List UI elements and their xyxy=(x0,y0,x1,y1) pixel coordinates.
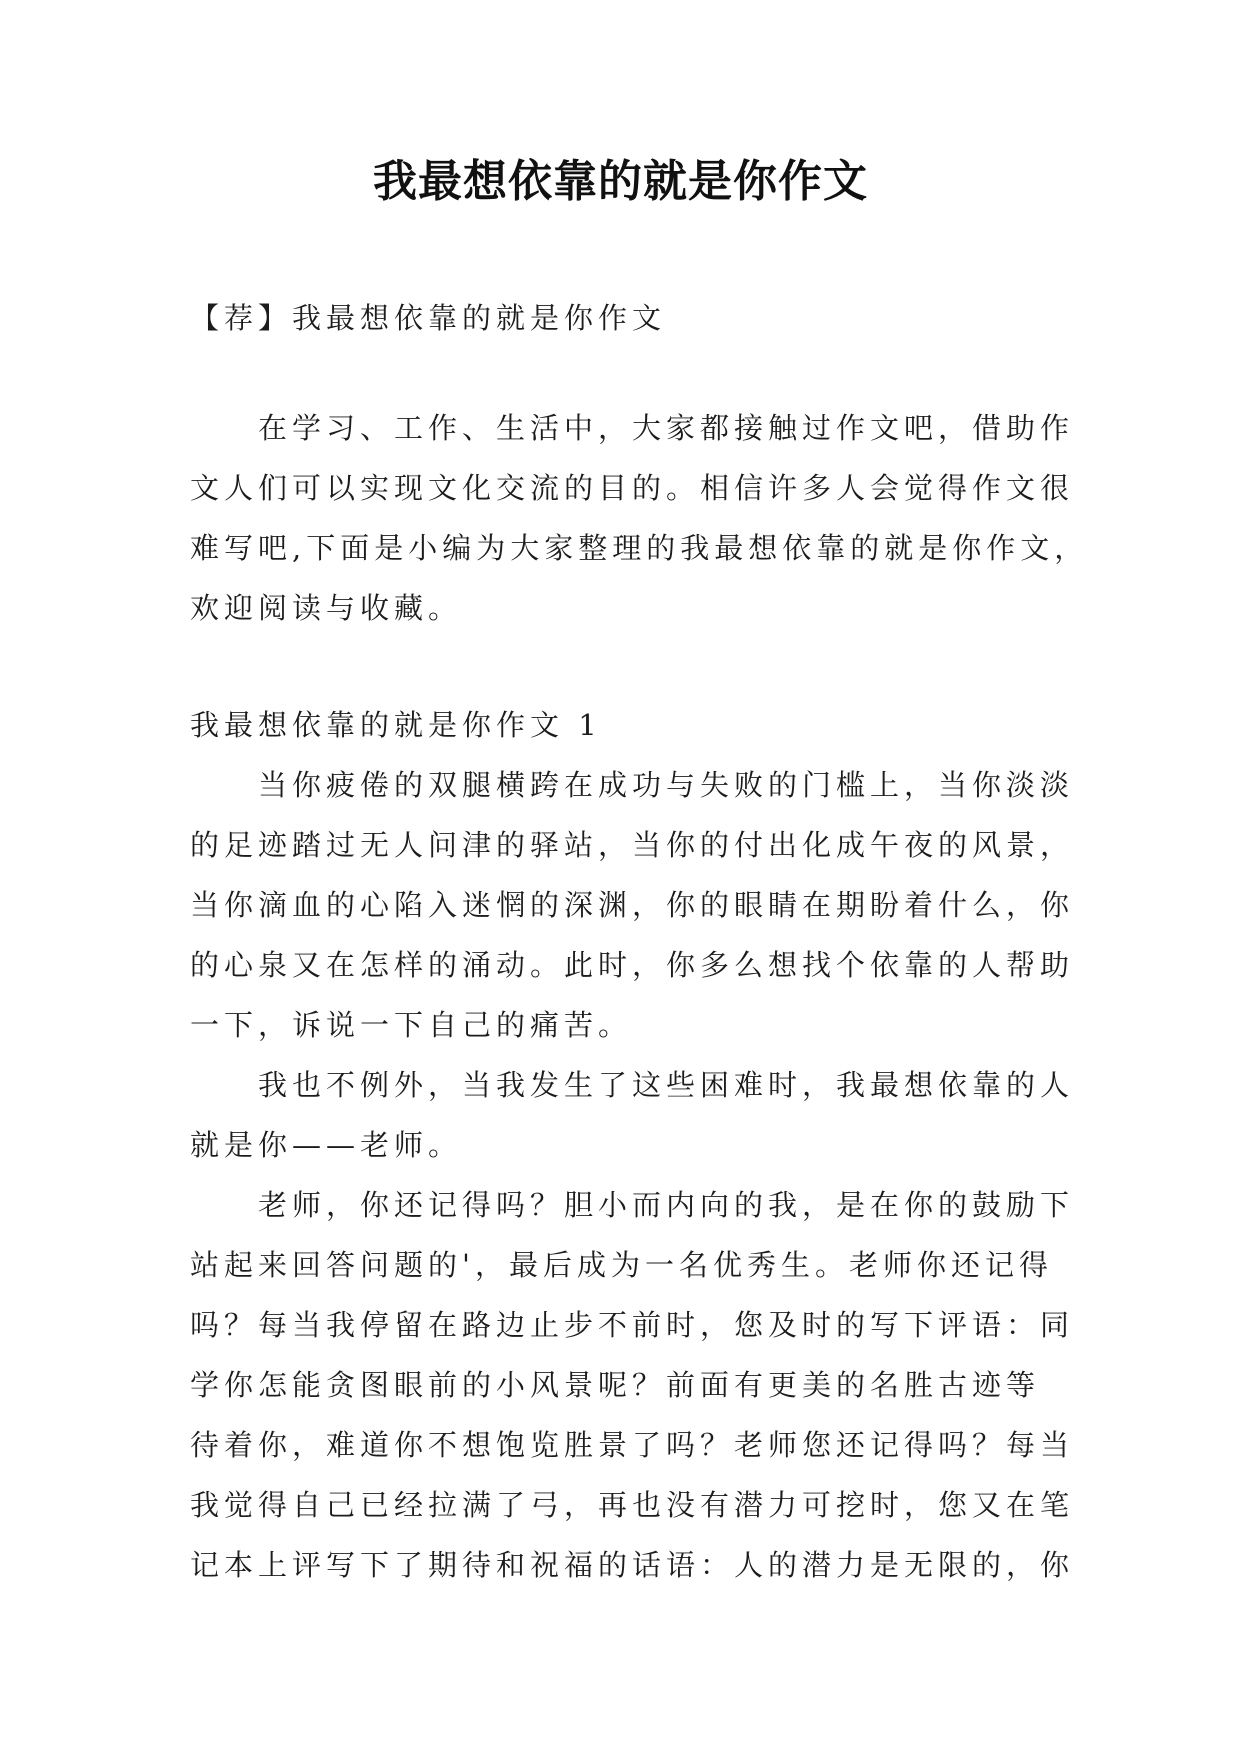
recommend-line: 【荐】我最想依靠的就是你作文 xyxy=(190,301,667,335)
body-line: 我也不例外，当我发生了这些困难时，我最想依靠的人 xyxy=(258,1068,1075,1102)
section-heading: 我最想依靠的就是你作文 1 xyxy=(190,708,602,742)
body-line: 记本上评写下了期待和祝福的话语：人的潜力是无限的，你 xyxy=(190,1548,1075,1582)
body-line: 我觉得自己已经拉满了弓，再也没有潜力可挖时，您又在笔 xyxy=(190,1488,1075,1522)
document-title: 我最想依靠的就是你作文 xyxy=(373,156,868,207)
body-line: 学你怎能贪图眼前的小风景呢？前面有更美的名胜古迹等 xyxy=(190,1368,1041,1402)
body-line: 就是你——老师。 xyxy=(190,1128,463,1162)
body-line: 老师，你还记得吗？胆小而内向的我，是在你的鼓励下 xyxy=(258,1188,1075,1222)
intro-line: 在学习、工作、生活中，大家都接触过作文吧，借助作 xyxy=(258,411,1075,445)
body-line: 的足迹踏过无人问津的驿站，当你的付出化成午夜的风景， xyxy=(190,828,1075,862)
body-line: 站起来回答问题的'，最后成为一名优秀生。老师你还记得 xyxy=(190,1248,1053,1282)
body-line: 的心泉又在怎样的涌动。此时，你多么想找个依靠的人帮助 xyxy=(190,948,1075,982)
body-line: 当你疲倦的双腿横跨在成功与失败的门槛上，当你淡淡 xyxy=(258,768,1075,802)
intro-line: 欢迎阅读与收藏。 xyxy=(190,591,463,625)
body-line: 待着你，难道你不想饱览胜景了吗？老师您还记得吗？每当 xyxy=(190,1428,1075,1462)
body-line: 吗？每当我停留在路边止步不前时，您及时的写下评语：同 xyxy=(190,1308,1075,1342)
intro-line: 文人们可以实现文化交流的目的。相信许多人会觉得作文很 xyxy=(190,471,1075,505)
body-line: 当你滴血的心陷入迷惘的深渊，你的眼睛在期盼着什么，你 xyxy=(190,888,1075,922)
body-line: 一下，诉说一下自己的痛苦。 xyxy=(190,1008,633,1042)
intro-line: 难写吧,下面是小编为大家整理的我最想依靠的就是你作文， xyxy=(190,531,1089,565)
